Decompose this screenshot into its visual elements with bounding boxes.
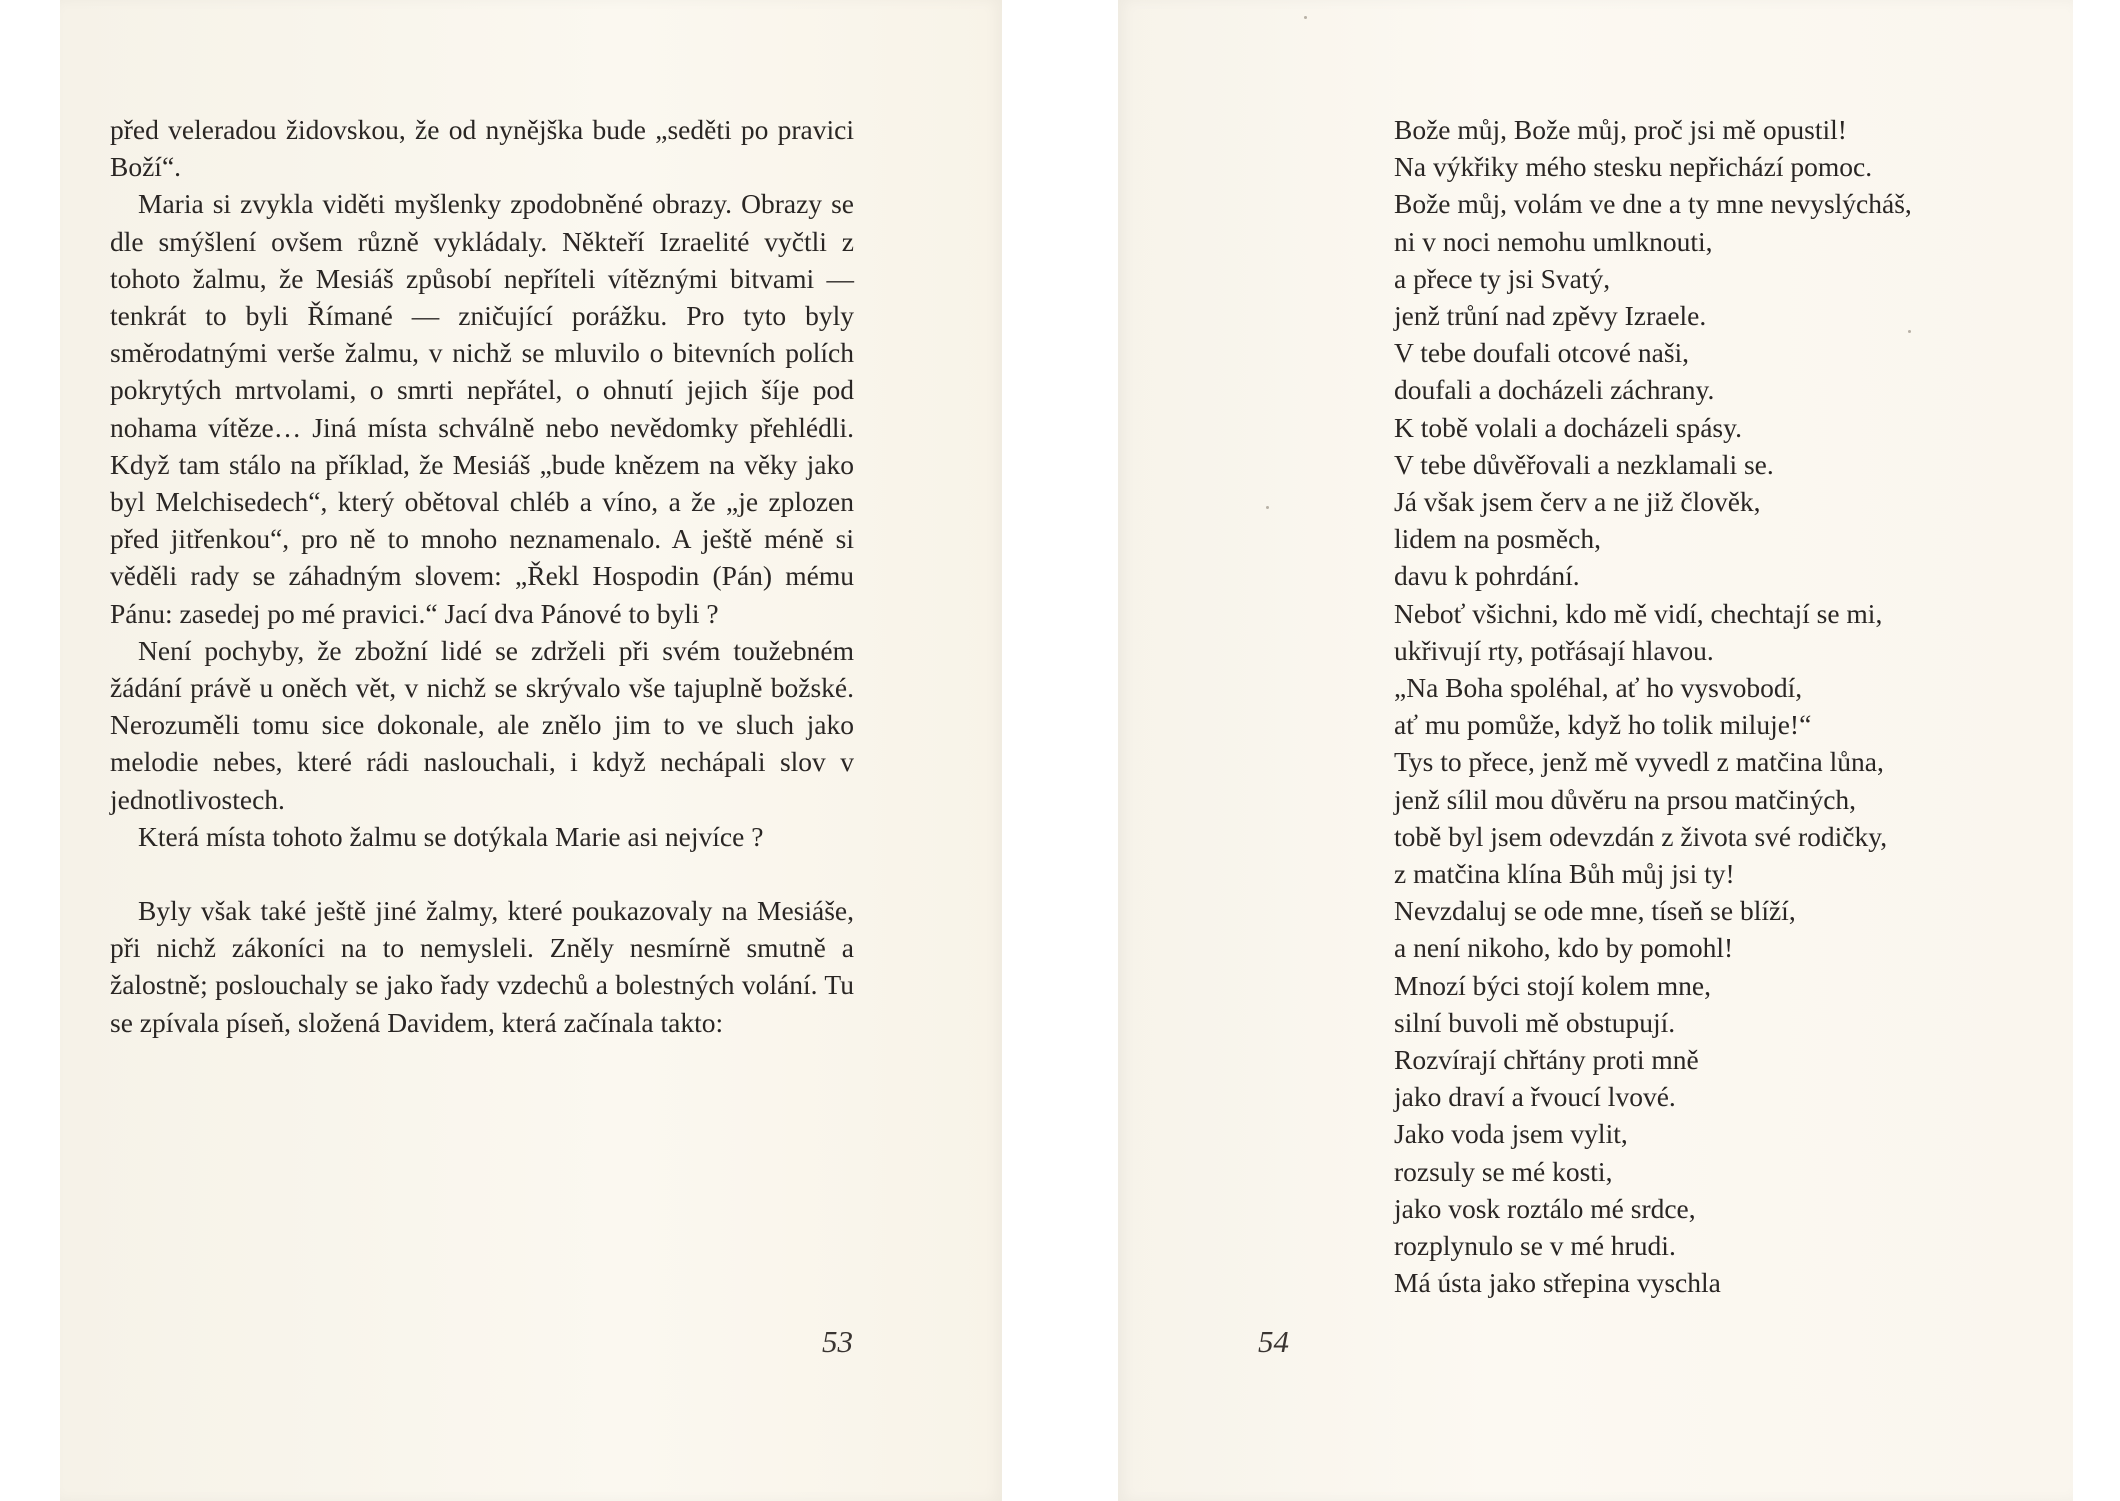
verse-line: jenž trůní nad zpěvy Izraele. <box>1394 300 1707 332</box>
verse-line: jako draví a řvoucí lvové. <box>1394 1081 1676 1113</box>
verse-line: Jako voda jsem vylit, <box>1394 1118 1628 1150</box>
verse-line: jenž sílil mou důvěru na prsou matčiných, <box>1394 783 1857 815</box>
verse-line: a přece ty jsi Svatý, <box>1394 262 1611 294</box>
verse-line: V tebe doufali otcové naši, <box>1394 337 1690 369</box>
verse-line: jako vosk roztálo mé srdce, <box>1394 1192 1696 1224</box>
right-page <box>1118 0 2073 1501</box>
paper-speck <box>1304 16 1307 19</box>
psalm-verse-block <box>1394 111 2044 1302</box>
verse-line: „Na Boha spoléhal, ať ho vysvobodí, <box>1394 672 1803 704</box>
verse-line: ať mu pomůže, když ho tolik miluje!“ <box>1394 709 1812 741</box>
verse-line: lidem na posměch, <box>1394 523 1601 555</box>
paper-speck <box>1266 506 1269 509</box>
verse-line: a není nikoho, kdo by pomohl! <box>1394 932 1734 964</box>
verse-line: Mnozí býci stojí kolem mne, <box>1394 969 1711 1001</box>
verse-line: ni v noci nemohu umlknouti, <box>1394 225 1713 257</box>
left-page-body <box>110 111 854 1041</box>
verse-line: Bože můj, Bože můj, proč jsi mě opustil! <box>1394 114 1847 145</box>
verse-line: doufali a docházeli záchrany. <box>1394 374 1715 406</box>
verse-line: V tebe důvěřovali a nezklamali se. <box>1394 448 1774 480</box>
verse-line: Já však jsem červ a ne již člověk, <box>1394 486 1761 518</box>
paragraph: Není pochyby, že zbožní lidé se zdrželi při svém toužebném žádání právě u oněch vět, v nichž se skrývalo vše tajuplně božské. Nerozuměli tomu sice dokonale, ale znělo jim to ve sluch jako melodie nebes, které rádi naslouchali, i když nechápali slov v jednotlivostech. <box>110 634 854 815</box>
verse-line: Na výkřiky mého stesku nepřichází pomoc. <box>1394 151 1873 183</box>
page-number: 54 <box>1258 1324 1289 1359</box>
verse-line: rozplynulo se v mé hrudi. <box>1394 1230 1676 1262</box>
paper-speck <box>1908 330 1911 333</box>
verse-line: davu k pohrdání. <box>1394 560 1580 592</box>
verse-line: ukřivují rty, potřásají hlavou. <box>1394 634 1714 666</box>
verse-line: Rozvírají chřtány proti mně <box>1394 1044 1699 1076</box>
verse-line: Bože můj, volám ve dne a ty mne nevyslýcháš, <box>1394 188 1912 220</box>
verse-line: z matčina klína Bůh můj jsi ty! <box>1394 858 1735 890</box>
page-number: 53 <box>822 1324 853 1359</box>
verse-line: tobě byl jsem odevzdán z života své rodičky, <box>1394 820 1888 852</box>
verse-line: rozsuly se mé kosti, <box>1394 1155 1613 1187</box>
paragraph: před veleradou židovskou, že od nynějška bude „seděti po pravici Boží“. <box>110 114 854 183</box>
verse-line: Nevzdaluj se ode mne, tíseň se blíží, <box>1394 895 1796 927</box>
verse-line: K tobě volali a docházeli spásy. <box>1394 411 1742 443</box>
paragraph: Která místa tohoto žalmu se dotýkala Marie asi nejvíce ? <box>138 820 764 852</box>
verse-line: Má ústa jako střepina vyschla <box>1394 1267 1721 1299</box>
paragraph: Maria si zvykla viděti myšlenky zpodobněné obrazy. Obrazy se dle smýšlení ovšem různě vykládaly. Někteří Izraelité vyčtli z tohoto žalmu, že Mesiáš způsobí nepříteli vítěznými bitvami — tenkrát to byli Římané — zničující porážku. Pro tyto byly směrodatnými verše žalmu, v nichž se mluvilo o bitevních polích pokrytých mrtvolami, o smrti nepřátel, o ohnutí jejich šíje pod nohama vítěze… Jiná místa schválně nebo nevědomky přehlédli. Když tam stálo na příklad, že Mesiáš „bude knězem na věky jako byl Melchisedech“, který obětoval chléb a víno, a že „je zplozen před jitřenkou“, pro ně to mnoho neznamenalo. A ještě méně si věděli rady se záhadným slovem: „Řekl Hospodin (Pán) mému Pánu: zasedej po mé pravici.“ Jací dva Pánové to byli ? <box>110 188 854 629</box>
verse-line: Neboť všichni, kdo mě vidí, chechtají se mi, <box>1394 597 1883 629</box>
left-page <box>60 0 1002 1501</box>
paragraph: Byly však také ještě jiné žalmy, které poukazovaly na Mesiáše, při nichž zákoníci na to nemysleli. Zněly nesmírně smutně a žalostně; poslouchaly se jako řady vzdechů a bolestných volání. Tu se zpívala píseň, složená Davidem, která začínala takto: <box>110 895 854 1038</box>
verse-line: silní buvoli mě obstupují. <box>1394 1006 1676 1038</box>
verse-line: Tys to přece, jenž mě vyvedl z matčina lůna, <box>1394 746 1884 778</box>
